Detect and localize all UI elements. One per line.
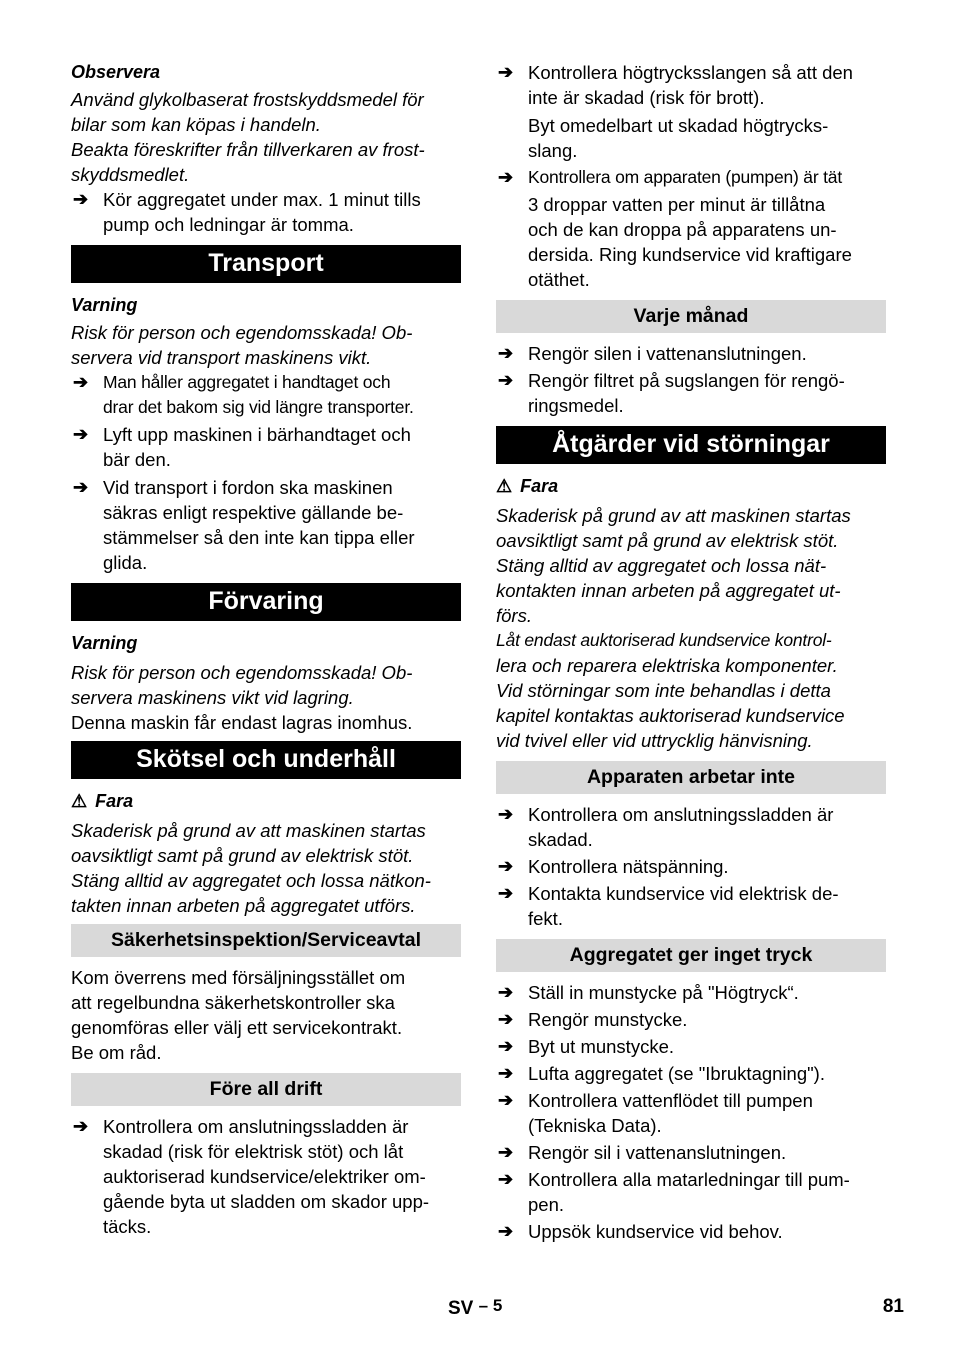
danger-line: oavsiktligt samt på grund av elektrisk stöt. xyxy=(496,530,839,551)
arrow-right-icon: ➔ xyxy=(73,189,89,209)
arrow-right-icon: ➔ xyxy=(498,856,514,876)
observe-title: Observera xyxy=(71,62,161,82)
list-item: ➔ Vid transport i fordon ska maskinen säkras enligt respektive gällande be- stämmelser så den inte kan tippa eller glida. xyxy=(73,477,415,573)
arrow-right-icon: ➔ xyxy=(73,372,89,392)
arrow-right-icon: ➔ xyxy=(498,982,514,1002)
list-item: ➔ Byt ut munstycke. xyxy=(498,1036,674,1057)
warning-line: servera vid transport maskinens vikt. xyxy=(71,347,372,368)
list-item: ➔ Rengör munstycke. xyxy=(498,1009,688,1030)
list-item: ➔ Kontakta kundservice vid elektrisk de- fekt. xyxy=(498,883,839,929)
page-footer xyxy=(0,1296,954,1326)
arrow-right-icon: ➔ xyxy=(73,1116,89,1136)
arrow-right-icon: ➔ xyxy=(498,62,514,82)
danger-line: kontakten innan arbeten på aggregatet ut- xyxy=(496,580,841,601)
arrow-right-icon: ➔ xyxy=(498,1221,514,1241)
arrow-right-icon: ➔ xyxy=(498,1036,514,1056)
list-item: ➔ Rengör silen i vattenanslutningen. xyxy=(498,343,807,364)
arrow-right-icon: ➔ xyxy=(498,1169,514,1189)
arrow-right-icon: ➔ xyxy=(498,1063,514,1083)
list-item: ➔ Rengör sil i vattenanslutningen. xyxy=(498,1142,787,1163)
danger-line: Stäng alltid av aggregatet och lossa nätkon- xyxy=(71,870,431,891)
subheading-safety: Säkerhetsinspektion/Serviceavtal xyxy=(71,924,461,957)
danger-line: kapitel kontaktas auktoriserad kundservice xyxy=(496,705,845,726)
section-heading-transport: Transport xyxy=(71,245,461,283)
danger-line: lera och reparera elektriska komponenter. xyxy=(496,655,838,676)
list-item: ➔ Kontrollera alla matarledningar till pum- pen. xyxy=(498,1169,850,1215)
arrow-right-icon: ➔ xyxy=(498,804,514,824)
left-column xyxy=(71,60,461,1239)
danger-line: vid tvivel eller vid uttrycklig hänvisning. xyxy=(496,730,813,751)
body-line: att regelbundna säkerhetskontroller ska xyxy=(71,992,395,1013)
warning-line: Risk för person och egendomsskada! Ob- xyxy=(71,662,413,683)
warning-title: Varning xyxy=(71,295,138,315)
arrow-right-icon: ➔ xyxy=(498,883,514,903)
danger-line: oavsiktligt samt på grund av elektrisk stöt. xyxy=(71,845,414,866)
list-item: ➔ Kontrollera om anslutningssladden är skadad. xyxy=(498,804,834,850)
list-item: ➔ Lufta aggregatet (se "Ibruktagning"). xyxy=(498,1063,825,1084)
section-heading-faults: Åtgärder vid störningar xyxy=(496,426,886,464)
danger-line: Låt endast auktoriserad kundservice kontrol- xyxy=(496,630,832,650)
warning-triangle-icon: ⚠ xyxy=(71,791,88,811)
arrow-right-icon: ➔ xyxy=(498,370,514,390)
warning-line: Risk för person och egendomsskada! Ob- xyxy=(71,322,413,343)
warning-triangle-icon: ⚠ xyxy=(496,476,513,496)
danger-title-row: ⚠ Fara xyxy=(71,789,461,814)
page-number: 81 xyxy=(882,1296,904,1317)
list-item: ➔ Kör aggregatet under max. 1 minut tills pump och ledningar är tomma. xyxy=(73,189,421,235)
list-item: ➔ Uppsök kundservice vid behov. xyxy=(498,1221,783,1242)
body-line: Be om råd. xyxy=(71,1042,162,1063)
arrow-right-icon: ➔ xyxy=(498,167,514,187)
list-item: ➔ Kontrollera om apparaten (pumpen) är tät 3 droppar vatten per minut är tillåtna och de kan droppa på apparatens un- dersida. Ring kundservice vid kraftigare otäthet. xyxy=(498,167,852,290)
observe-line: Beakta föreskrifter från tillverkaren av frost- xyxy=(71,139,425,160)
section-heading-storage: Förvaring xyxy=(71,583,461,621)
danger-line: takten innan arbeten på aggregatet utförs. xyxy=(71,895,416,916)
warning-line: servera maskinens vikt vid lagring. xyxy=(71,687,354,708)
list-item: ➔ Ställ in munstycke på "Högtryck“. xyxy=(498,982,799,1003)
section-heading-care: Skötsel och underhåll xyxy=(71,741,461,779)
body-line: Kom överrens med försäljningsstället om xyxy=(71,967,406,988)
list-item: ➔ Kontrollera om anslutningssladden är skadad (risk för elektrisk stöt) och låt auktoriserad kundservice/elektriker om- gående byta ut sladden om skador upp- täcks. xyxy=(73,1116,430,1237)
body-line: genomföras eller välj ett servicekontrakt. xyxy=(71,1017,403,1038)
arrow-right-icon: ➔ xyxy=(498,1009,514,1029)
danger-line: Skaderisk på grund av att maskinen startas xyxy=(71,820,426,841)
observe-line: skyddsmedlet. xyxy=(71,164,190,185)
observe-line: Använd glykolbaserat frostskyddsmedel för xyxy=(71,89,424,110)
storage-text: Denna maskin får endast lagras inomhus. xyxy=(71,712,413,733)
danger-line: Skaderisk på grund av att maskinen startas xyxy=(496,505,851,526)
list-item: ➔ Man håller aggregatet i handtaget och drar det bakom sig vid längre transporter. xyxy=(73,372,414,417)
footer-section: SV – 5 xyxy=(448,1296,503,1319)
list-item: ➔ Kontrollera nätspänning. xyxy=(498,856,729,877)
arrow-right-icon: ➔ xyxy=(73,424,89,444)
arrow-right-icon: ➔ xyxy=(498,343,514,363)
subheading-before: Före all drift xyxy=(71,1073,461,1106)
danger-line: Vid störningar som inte behandlas i detta xyxy=(496,680,831,701)
danger-line: förs. xyxy=(496,605,532,626)
list-item: ➔ Kontrollera vattenflödet till pumpen (Tekniska Data). xyxy=(498,1090,813,1136)
arrow-right-icon: ➔ xyxy=(73,477,89,497)
list-item: ➔ Rengör filtret på sugslangen för rengö- ringsmedel. xyxy=(498,370,845,416)
subheading-no-pressure: Aggregatet ger inget tryck xyxy=(496,939,886,972)
arrow-right-icon: ➔ xyxy=(498,1090,514,1110)
list-item: ➔ Kontrollera högtrycksslangen så att den inte är skadad (risk för brott). Byt omedelbart ut skadad högtrycks- slang. xyxy=(498,62,853,161)
right-column xyxy=(496,60,886,1244)
subheading-monthly: Varje månad xyxy=(496,300,886,333)
arrow-right-icon: ➔ xyxy=(498,1142,514,1162)
warning-title: Varning xyxy=(71,633,138,653)
subheading-not-working: Apparaten arbetar inte xyxy=(496,761,886,794)
list-item: ➔ Lyft upp maskinen i bärhandtaget och bär den. xyxy=(73,424,411,470)
observe-line: bilar som kan köpas i handeln. xyxy=(71,114,321,135)
danger-line: Stäng alltid av aggregatet och lossa nät- xyxy=(496,555,827,576)
danger-title-row: ⚠ Fara xyxy=(496,474,886,499)
